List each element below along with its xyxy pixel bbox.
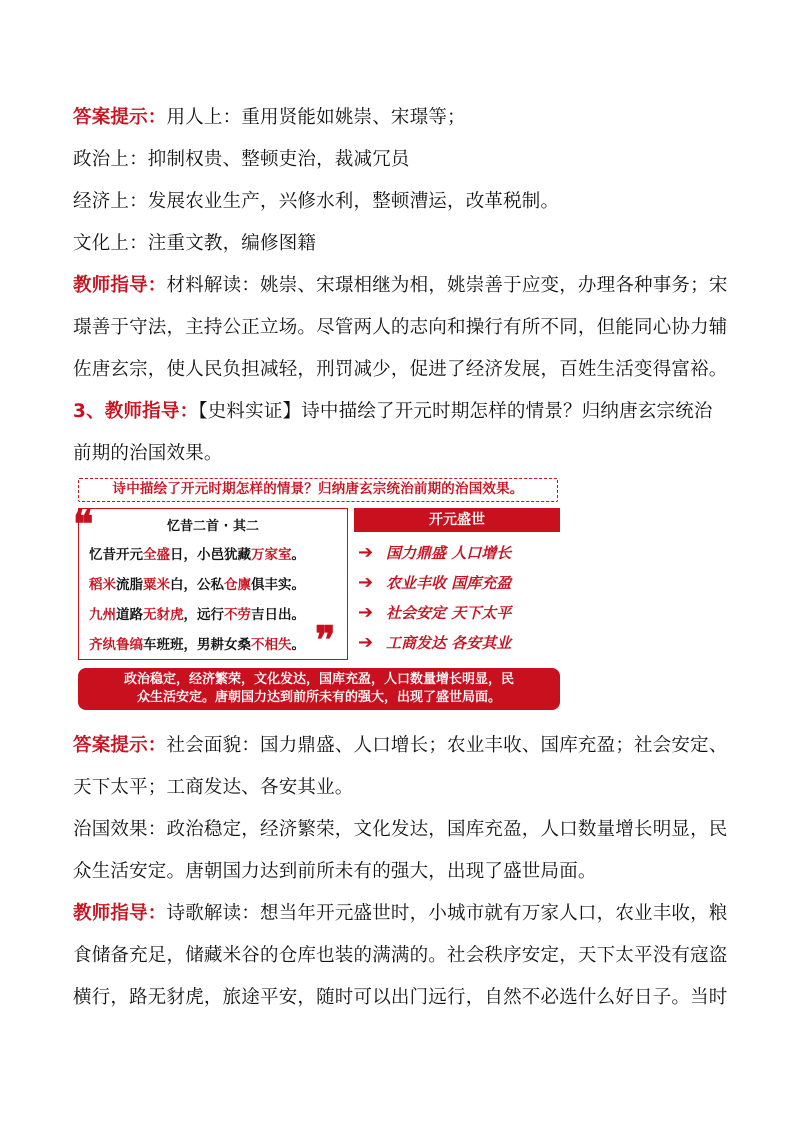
poem-text: 俱丰实。 <box>251 577 305 593</box>
result-row <box>358 632 511 656</box>
poem-line <box>89 573 305 593</box>
summary-line: 政治稳定，经济繁荣，文化发达，国库充盈，人口数量增长明显，民 <box>123 672 514 687</box>
result-text: 社会安定 天下太平 <box>386 604 512 622</box>
poem-line <box>89 633 305 653</box>
question-line-1 <box>73 399 713 425</box>
teacher-guide-line-1 <box>73 273 728 299</box>
poem-box <box>73 501 348 662</box>
text: 诗歌解读：想当年开元盛世时，小城市就有万家人口，农业丰收，粮 <box>166 903 728 924</box>
poem-text: 流脂 <box>116 577 143 593</box>
poem-highlight: 不劳 <box>224 607 251 623</box>
poem-highlight: 万家室 <box>251 547 292 563</box>
text-line: 天下太平；工商发达、各安其业。 <box>73 777 354 798</box>
text: 材料解读：姚崇、宋璟相继为相，姚崇善于应变，办理各种事务；宋 <box>166 275 728 296</box>
result-row <box>358 602 511 626</box>
result-row <box>358 542 511 566</box>
answer-hint-line-1 <box>73 105 466 131</box>
question-label: 3、教师指导： <box>73 401 199 422</box>
result-text: 工商发达 各安其业 <box>386 634 512 652</box>
text-line: 璟善于守法，主持公正立场。尽管两人的志向和操行有所不同，但能同心协力辅 <box>73 317 728 338</box>
poem-text: 道路 <box>116 607 143 623</box>
teacher-guide-label: 教师指导： <box>73 275 167 296</box>
text-line: 横行，路无豺虎，旅途平安，随时可以出门远行，自然不必选什么好日子。当时 <box>73 987 728 1008</box>
text-line: 政治上：抑制权贵、整顿吏治，裁减冗员 <box>73 149 410 170</box>
text: 用人上：重用贤能如姚崇、宋璟等； <box>166 107 466 128</box>
text-line: 佐唐玄宗，使人民负担减轻，刑罚减少，促进了经济发展，百姓生活变得富裕。 <box>73 359 728 380</box>
poem-text: 。 <box>291 547 305 563</box>
teacher-guide-line-2 <box>73 901 728 927</box>
poem-highlight: 九州 <box>89 607 116 623</box>
poem-highlight: 稻米 <box>89 577 116 593</box>
poem-text: 日，小邑犹藏 <box>170 547 251 563</box>
text-line: 前期的治国效果。 <box>73 443 223 464</box>
poem-text: 。 <box>291 637 305 653</box>
result-text: 国力鼎盛 人口增长 <box>386 544 512 562</box>
teacher-guide-label: 教师指导： <box>73 903 167 924</box>
answer-hint-line-2 <box>73 733 728 759</box>
poem-line <box>89 543 305 563</box>
answer-hint-label: 答案提示： <box>73 107 167 128</box>
text-line: 治国效果：政治稳定，经济繁荣，文化发达，国库充盈，人口数量增长明显，民 <box>73 819 728 840</box>
poem-text: 白，公私 <box>170 577 224 593</box>
arrow-right-icon: ➔ <box>358 632 374 653</box>
summary-box <box>78 668 560 710</box>
poem-text: 忆昔开元 <box>89 547 143 563</box>
summary-line: 众生活安定。唐朝国力达到前所未有的强大，出现了盛世局面。 <box>136 690 501 705</box>
text: 社会面貌：国力鼎盛、人口增长；农业丰收、国库充盈；社会安定、 <box>166 735 728 756</box>
poem-highlight: 全盛 <box>143 547 170 563</box>
arrow-right-icon: ➔ <box>358 572 374 593</box>
arrow-right-icon: ➔ <box>358 542 374 563</box>
close-quote-icon: ❞ <box>315 617 336 662</box>
text: 【史料实证】诗中描绘了开元时期怎样的情景？归纳唐玄宗统治 <box>198 401 713 422</box>
text-line: 经济上：发展农业生产，兴修水利，整顿漕运，改革税制。 <box>73 191 560 212</box>
result-row <box>358 572 511 596</box>
answer-hint-label: 答案提示： <box>73 735 167 756</box>
poem-text: 车班班，男耕女桑 <box>143 637 251 653</box>
arrow-right-icon: ➔ <box>358 602 374 623</box>
poem-highlight: 仓廪 <box>224 577 251 593</box>
open-quote-icon: ❝ <box>73 501 94 546</box>
poem-title: 忆昔二首 · 其二 <box>167 519 259 534</box>
poem-figure <box>72 472 564 716</box>
poem-highlight: 粟米 <box>143 577 170 593</box>
text-line: 食储备充足，储藏米谷的仓库也装的满满的。社会秩序安定，天下太平没有寇盗 <box>73 945 728 966</box>
text-line: 文化上：注重文教，编修图籍 <box>73 233 317 254</box>
poem-text: ，远行 <box>183 607 224 623</box>
result-text: 农业丰收 国库充盈 <box>386 574 512 592</box>
poem-highlight: 不相失 <box>251 637 292 653</box>
text-line: 众生活安定。唐朝国力达到前所未有的强大，出现了盛世局面。 <box>73 861 597 882</box>
poem-line <box>89 603 305 623</box>
poem-highlight: 齐纨鲁缟 <box>89 637 143 653</box>
poem-highlight: 无豺虎 <box>143 607 184 623</box>
figure-question: 诗中描绘了开元时期怎样的情景？归纳唐玄宗统治前期的治国效果。 <box>78 478 558 502</box>
poem-text: 吉日出。 <box>251 607 305 623</box>
kaiyuan-banner: 开元盛世 <box>354 508 560 532</box>
